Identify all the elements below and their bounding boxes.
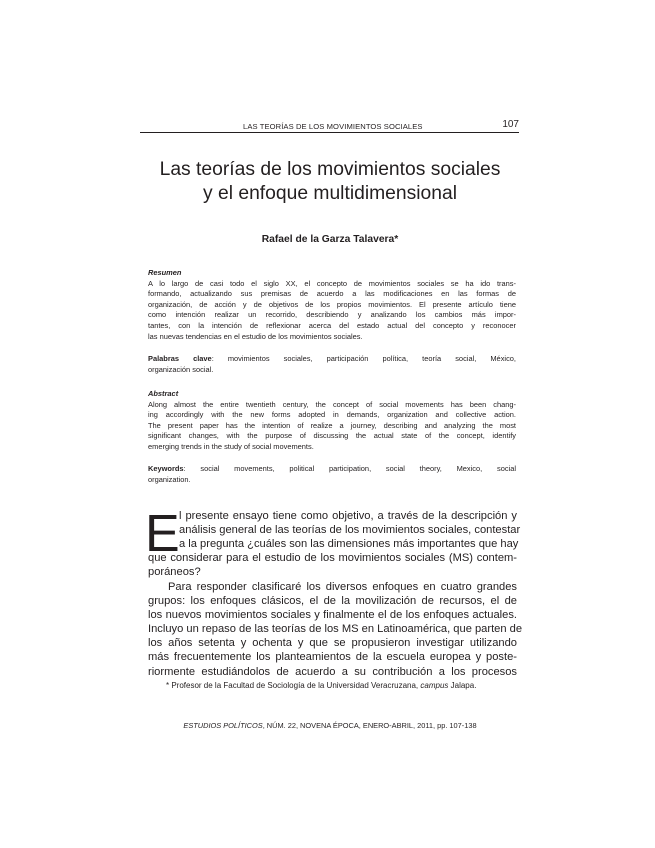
footnote-text: * Profesor de la Facultad de Sociología de la Universidad Veracruzana, [166, 681, 421, 690]
palabras-clave-label: Palabras clave [148, 354, 212, 363]
article-title-line-1: Las teorías de los movimientos sociales [159, 159, 501, 180]
body-line: l presente ensayo tiene como objetivo, a través de la descripción y [179, 510, 517, 522]
keywords-line: organization. [148, 474, 191, 484]
abstract-line: significant changes, with the purpose of discussing the actual state of the concept, identify [148, 431, 516, 441]
article-author: Rafael de la Garza Talavera* [261, 234, 399, 245]
resumen-line: como intención realizar un recorrido, describiendo y analizando los cambios más impor- [148, 310, 516, 320]
body-line: los nuevos movimientos sociales y finalmente el de los enfoques actuales. [148, 609, 517, 622]
keywords-label: Keywords [148, 464, 184, 473]
body-line: los años setenta y ochenta y que se propusieron investigar utilizando [148, 637, 517, 650]
article-title-line-2: y el enfoque multidimensional [202, 183, 458, 204]
resumen-line: organización, de acción y de objetivos de los propios movimientos. El presente artículo tiene [148, 299, 516, 309]
page-number: 107 [502, 119, 519, 130]
footnote-suffix: Jalapa. [448, 681, 477, 690]
footnote-emphasis: campus [420, 681, 449, 690]
palabras-clave-text: : movimientos sociales, participación política, teoría social, México, [211, 354, 516, 363]
body-line: análisis general de las teorías de los movimientos sociales, contestar [179, 524, 521, 537]
abstract-heading: Abstract [148, 389, 179, 398]
keywords-section [148, 464, 516, 485]
body-line: riormente estudiándolos de acuerdo a su contribución a los procesos [148, 665, 517, 678]
body-line: Para responder clasificaré los diversos enfoques en cuatro grandes [168, 581, 517, 593]
palabras-clave-line [148, 354, 516, 365]
abstract-section [148, 389, 516, 453]
resumen-line: A lo largo de casi todo el siglo XX, el concepto de movimientos sociales se ha ido trans- [148, 278, 516, 288]
running-head-title: LAS TEORÍAS DE LOS MOVIMIENTOS SOCIALES [243, 122, 423, 131]
body-line: más frecuentemente los planteamientos de la escuela europea y poste- [148, 651, 517, 664]
resumen-line: tantes, con la intención de reflexionar acerca del estado actual del concepto y reconocer [148, 320, 516, 330]
body-paragraph-1 [148, 509, 521, 579]
keywords-line [148, 464, 516, 475]
resumen-line: formando, actualizando sus premisas de acuerdo a las modificaciones en las formas de [148, 289, 516, 299]
abstract-line: ing accordingly with the new forms adopted in demands, organization and collective action. [148, 410, 516, 420]
body-line: que considerar para el estudio de los movimientos sociales (MS) contem- [148, 552, 517, 565]
resumen-heading: Resumen [148, 268, 182, 277]
drop-cap: E [145, 505, 180, 563]
journal-name: ESTUDIOS POLÍTICOS [183, 721, 263, 730]
resumen-line: las nuevas tendencias en el estudio de los movimientos sociales. [148, 331, 363, 341]
resumen-section [148, 268, 516, 342]
palabras-clave-section [148, 354, 516, 375]
body-paragraph-2 [148, 580, 523, 679]
journal-footer [100, 721, 560, 730]
keywords-text: : social movements, political participation, social theory, Mexico, social [183, 464, 516, 473]
running-head [140, 118, 519, 133]
journal-details: , NÚM. 22, NOVENA ÉPOCA, ENERO-ABRIL, 2011, pp. 107-138 [262, 721, 477, 730]
body-line: Incluyo un repaso de las teorías de los MS en Latinoamérica, que parten de [148, 623, 523, 636]
abstract-line: The present paper has the intention of realize a journey, describing and analyzing the most [148, 420, 516, 430]
body-line: a la pregunta ¿cuáles son las dimensiones más importantes que hay [179, 538, 519, 551]
article-title [100, 158, 560, 206]
abstract-line: Along almost the entire twentieth century, the concept of social movements has been chang- [148, 399, 516, 409]
abstract-line: emerging trends in the study of social movements. [148, 441, 314, 451]
body-line: poráneos? [148, 566, 201, 579]
palabras-clave-line: organización social. [148, 364, 214, 374]
author-footnote [166, 681, 476, 690]
body-line: grupos: los enfoques clásicos, el de la movilización de recursos, el de [148, 595, 517, 608]
